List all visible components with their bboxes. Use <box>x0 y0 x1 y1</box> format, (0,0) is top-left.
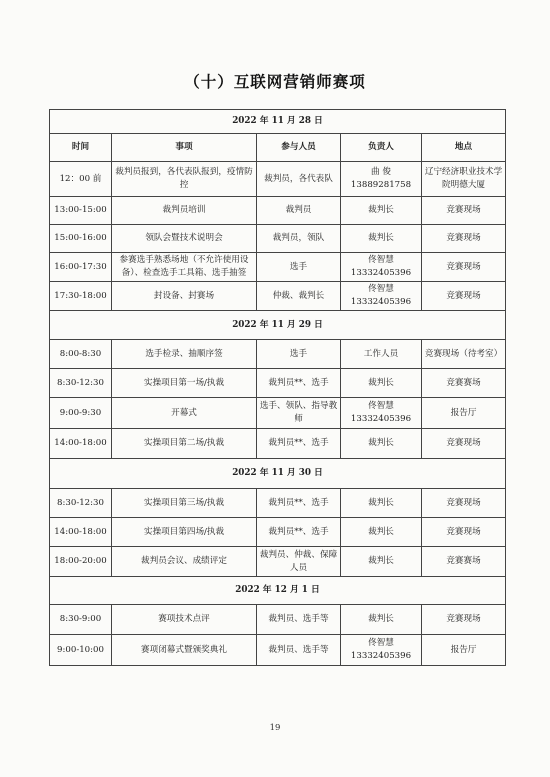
owner-cell: 裁判长 <box>341 518 422 547</box>
people-cell: 裁判员**、选手 <box>257 429 341 459</box>
table-row <box>50 162 506 197</box>
item-cell: 裁判员会议、成绩评定 <box>112 547 257 577</box>
page-title: （十）互联网营销师赛项 <box>184 73 366 91</box>
date-cell: 2022 年 12 月 1 日 <box>50 577 506 605</box>
item-cell: 领队会暨技术说明会 <box>112 225 257 253</box>
item-cell: 赛项技术点评 <box>112 605 257 635</box>
place-cell: 报告厅 <box>422 398 506 429</box>
people-cell: 仲裁、裁判长 <box>257 282 341 311</box>
date-row <box>50 577 506 605</box>
table-row <box>50 225 506 253</box>
place-cell: 竞赛现场（待考室） <box>422 340 506 369</box>
page-number: 19 <box>269 723 281 733</box>
time-cell: 9:00-10:00 <box>50 635 112 666</box>
people-cell: 裁判员、选手等 <box>257 605 341 635</box>
header-time: 时间 <box>50 134 112 162</box>
item-cell: 实操项目第一场/执裁 <box>112 369 257 398</box>
table-row <box>50 547 506 577</box>
item-cell: 选手检录、抽顺序签 <box>112 340 257 369</box>
table-row <box>50 369 506 398</box>
item-cell: 裁判员培训 <box>112 197 257 225</box>
date-row <box>50 459 506 489</box>
place-cell: 竞赛现场 <box>422 253 506 282</box>
date-row <box>50 311 506 340</box>
owner-cell: 佟智慧 13332405396 <box>341 282 422 311</box>
people-cell: 选手 <box>257 253 341 282</box>
table-row <box>50 253 506 282</box>
place-cell: 竞赛现场 <box>422 605 506 635</box>
schedule-body <box>50 110 506 666</box>
owner-cell: 工作人员 <box>341 340 422 369</box>
header-people: 参与人员 <box>257 134 341 162</box>
date-row <box>50 110 506 134</box>
people-cell: 裁判员**、选手 <box>257 369 341 398</box>
place-cell: 竞赛现场 <box>422 282 506 311</box>
item-cell: 实操项目第三场/执裁 <box>112 489 257 518</box>
table-row <box>50 518 506 547</box>
item-cell: 赛项闭幕式暨颁奖典礼 <box>112 635 257 666</box>
table-row <box>50 282 506 311</box>
time-cell: 18:00-20:00 <box>50 547 112 577</box>
place-cell: 辽宁经济职业技术学院明德大厦 <box>422 162 506 197</box>
owner-cell: 裁判长 <box>341 225 422 253</box>
time-cell: 17:30-18:00 <box>50 282 112 311</box>
people-cell: 选手 <box>257 340 341 369</box>
owner-cell: 裁判长 <box>341 197 422 225</box>
owner-cell: 佟智慧 13332405396 <box>341 253 422 282</box>
place-cell: 竞赛现场 <box>422 429 506 459</box>
item-cell: 封设备、封赛场 <box>112 282 257 311</box>
time-cell: 15:00-16:00 <box>50 225 112 253</box>
owner-cell: 裁判长 <box>341 605 422 635</box>
owner-cell: 曲 俊 13889281758 <box>341 162 422 197</box>
people-cell: 裁判员，各代表队 <box>257 162 341 197</box>
owner-cell: 佟智慧 13332405396 <box>341 398 422 429</box>
people-cell: 裁判员**、选手 <box>257 518 341 547</box>
time-cell: 8:00-8:30 <box>50 340 112 369</box>
owner-cell: 佟智慧 13332405396 <box>341 635 422 666</box>
owner-cell: 裁判长 <box>341 429 422 459</box>
time-cell: 14:00-18:00 <box>50 518 112 547</box>
place-cell: 竞赛赛场 <box>422 369 506 398</box>
owner-cell: 裁判长 <box>341 489 422 518</box>
item-cell: 实操项目第四场/执裁 <box>112 518 257 547</box>
time-cell: 12：00 前 <box>50 162 112 197</box>
table-row <box>50 635 506 666</box>
place-cell: 竞赛现场 <box>422 489 506 518</box>
table-row <box>50 197 506 225</box>
time-cell: 13:00-15:00 <box>50 197 112 225</box>
time-cell: 16:00-17:30 <box>50 253 112 282</box>
place-cell: 竞赛现场 <box>422 518 506 547</box>
owner-cell: 裁判长 <box>341 369 422 398</box>
people-cell: 裁判员，领队 <box>257 225 341 253</box>
item-cell: 开幕式 <box>112 398 257 429</box>
schedule-table <box>49 109 506 666</box>
place-cell: 竞赛赛场 <box>422 547 506 577</box>
table-row <box>50 489 506 518</box>
time-cell: 9:00-9:30 <box>50 398 112 429</box>
time-cell: 8:30-12:30 <box>50 369 112 398</box>
people-cell: 裁判员、仲裁、保障人员 <box>257 547 341 577</box>
header-row <box>50 134 506 162</box>
place-cell: 竞赛现场 <box>422 197 506 225</box>
header-item: 事项 <box>112 134 257 162</box>
people-cell: 裁判员**、选手 <box>257 489 341 518</box>
table-row <box>50 340 506 369</box>
people-cell: 裁判员 <box>257 197 341 225</box>
people-cell: 裁判员、选手等 <box>257 635 341 666</box>
item-cell: 裁判员报到，各代表队报到，疫情防控 <box>112 162 257 197</box>
place-cell: 报告厅 <box>422 635 506 666</box>
table-row <box>50 605 506 635</box>
place-cell: 竞赛现场 <box>422 225 506 253</box>
date-cell: 2022 年 11 月 30 日 <box>50 459 506 489</box>
time-cell: 14:00-18:00 <box>50 429 112 459</box>
table-row <box>50 429 506 459</box>
date-cell: 2022 年 11 月 29 日 <box>50 311 506 340</box>
owner-cell: 裁判长 <box>341 547 422 577</box>
table-row <box>50 398 506 429</box>
time-cell: 8:30-12:30 <box>50 489 112 518</box>
item-cell: 参赛选手熟悉场地（不允许使用设备）、检查选手工具箱、选手抽签 <box>112 253 257 282</box>
header-place: 地点 <box>422 134 506 162</box>
date-cell: 2022 年 11 月 28 日 <box>50 110 506 134</box>
header-owner: 负责人 <box>341 134 422 162</box>
people-cell: 选手、领队、指导教师 <box>257 398 341 429</box>
item-cell: 实操项目第二场/执裁 <box>112 429 257 459</box>
time-cell: 8:30-9:00 <box>50 605 112 635</box>
